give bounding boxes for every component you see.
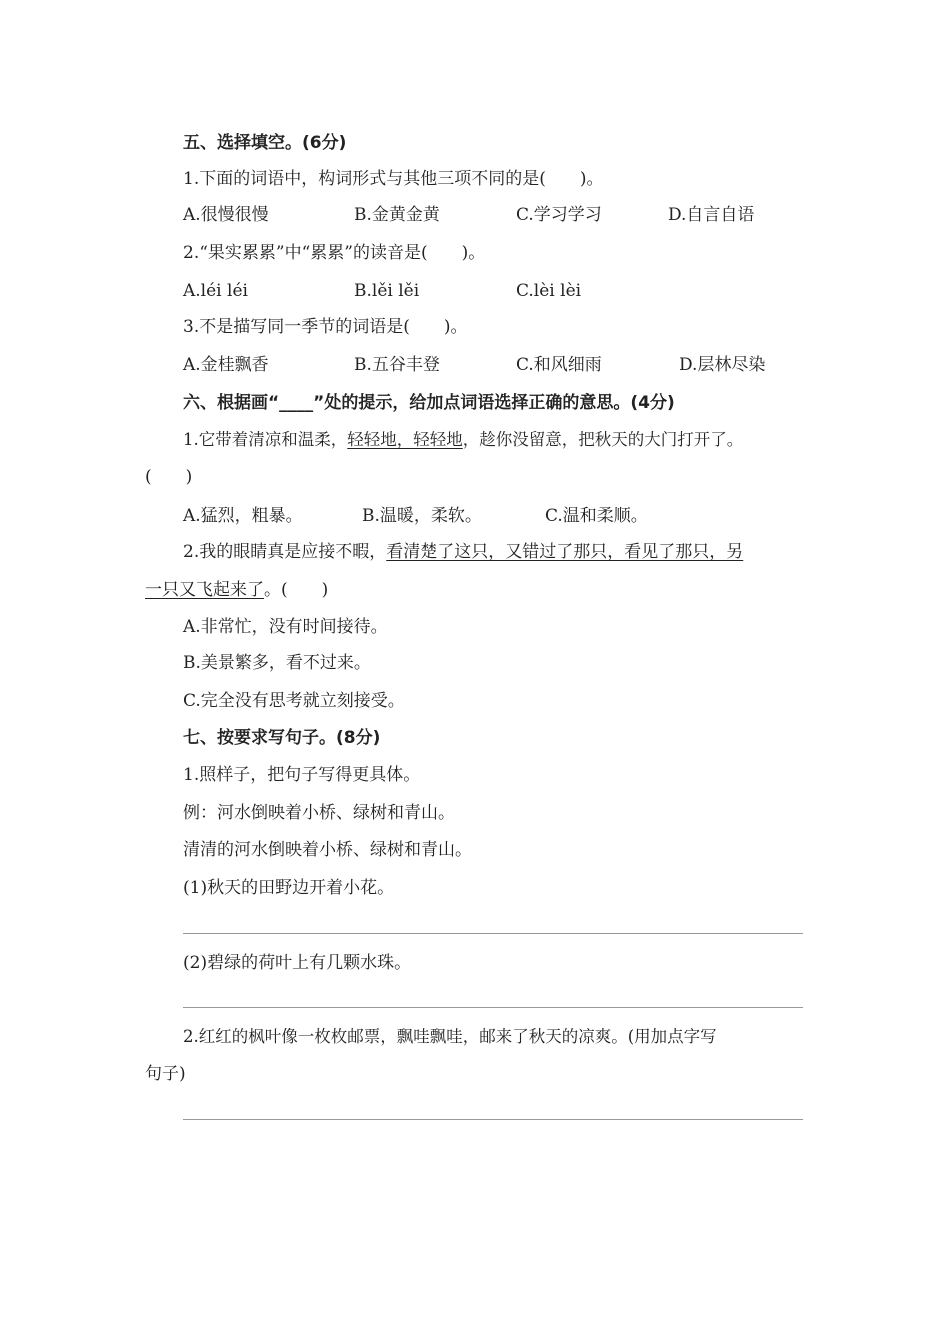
s6-q1-answer-paren: ( ): [145, 467, 193, 487]
s7-q2-line2: 句子): [145, 1064, 186, 1084]
s7-q1-item-2: (2)碧绿的荷叶上有几颗水珠。: [183, 953, 412, 973]
s5-q2-option-c: C.lèi lèi: [516, 281, 582, 301]
s6-q2-underlined-1: 看清楚了这只，又错过了那只，看见了那只，另: [386, 542, 744, 562]
s7-q1-item-1: (1)秋天的田野边开着小花。: [183, 878, 395, 898]
s6-q1-post: ，趁你没留意，把秋天的大门打开了。: [462, 430, 744, 449]
s6-q2-stem-line2: [145, 578, 328, 602]
answer-line: [183, 1119, 803, 1120]
s7-q1-example-answer: 清清的河水倒映着小桥、绿树和青山。: [183, 840, 472, 860]
answer-line: [183, 933, 803, 934]
s7-q1-instruction: 1.照样子，把句子写得更具体。: [183, 765, 421, 785]
s5-q1-option-c: C.学习学习: [516, 205, 602, 225]
section-6-heading: 六、根据画“____”处的提示，给加点词语选择正确的意思。(4分): [183, 393, 675, 413]
section-5-heading: 五、选择填空。(6分): [183, 133, 347, 153]
s5-q3-stem: 3.不是描写同一季节的词语是( )。: [183, 317, 468, 337]
s6-q1-option-c: C.温和柔顺。: [545, 506, 648, 526]
s6-q1-underlined: 轻轻地，轻轻地: [347, 430, 463, 449]
s5-q3-option-b: B.五谷丰登: [354, 355, 440, 375]
s6-q2-stem-line1: [183, 540, 743, 564]
s5-q3-option-c: C.和风细雨: [516, 355, 602, 375]
s5-q1-option-a: A.很慢很慢: [183, 205, 269, 225]
section-7-heading: 七、按要求写句子。(8分): [183, 728, 381, 748]
s5-q2-option-a: A.léi léi: [183, 281, 248, 301]
s5-q3-option-a: A.金桂飘香: [183, 355, 269, 375]
s6-q2-option-c: C.完全没有思考就立刻接受。: [183, 691, 405, 711]
s5-q3-option-d: D.层林尽染: [679, 355, 766, 375]
s6-q1-pre: 1.它带着清凉和温柔，: [183, 430, 348, 449]
s5-q2-stem: 2.“果实累累”中“累累”的读音是( )。: [183, 243, 486, 263]
s5-q1-option-b: B.金黄金黄: [354, 205, 440, 225]
s7-q1-example: 例：河水倒映着小桥、绿树和青山。: [183, 803, 455, 823]
s5-q1-option-d: D.自言自语: [668, 205, 755, 225]
s6-q2-pre: 2.我的眼睛真是应接不暇，: [183, 542, 387, 562]
s6-q2-option-b: B.美景繁多，看不过来。: [183, 653, 371, 673]
s5-q2-option-b: B.lěi lěi: [354, 281, 420, 301]
s6-q1-stem: [183, 428, 743, 452]
s6-q2-underlined-2: 一只又飞起来了: [145, 580, 264, 600]
answer-line: [183, 1007, 803, 1008]
s6-q1-option-a: A.猛烈，粗暴。: [183, 506, 303, 526]
s5-q1-stem: 1.下面的词语中，构词形式与其他三项不同的是( )。: [183, 169, 604, 189]
s6-q2-post: 。( ): [264, 580, 329, 600]
s7-q2-line1: 2.红红的枫叶像一枚枚邮票，飘哇飘哇，邮来了秋天的凉爽。(用加点字写: [183, 1027, 717, 1046]
s6-q1-option-b: B.温暖，柔软。: [362, 506, 482, 526]
s6-q2-option-a: A.非常忙，没有时间接待。: [183, 617, 388, 637]
